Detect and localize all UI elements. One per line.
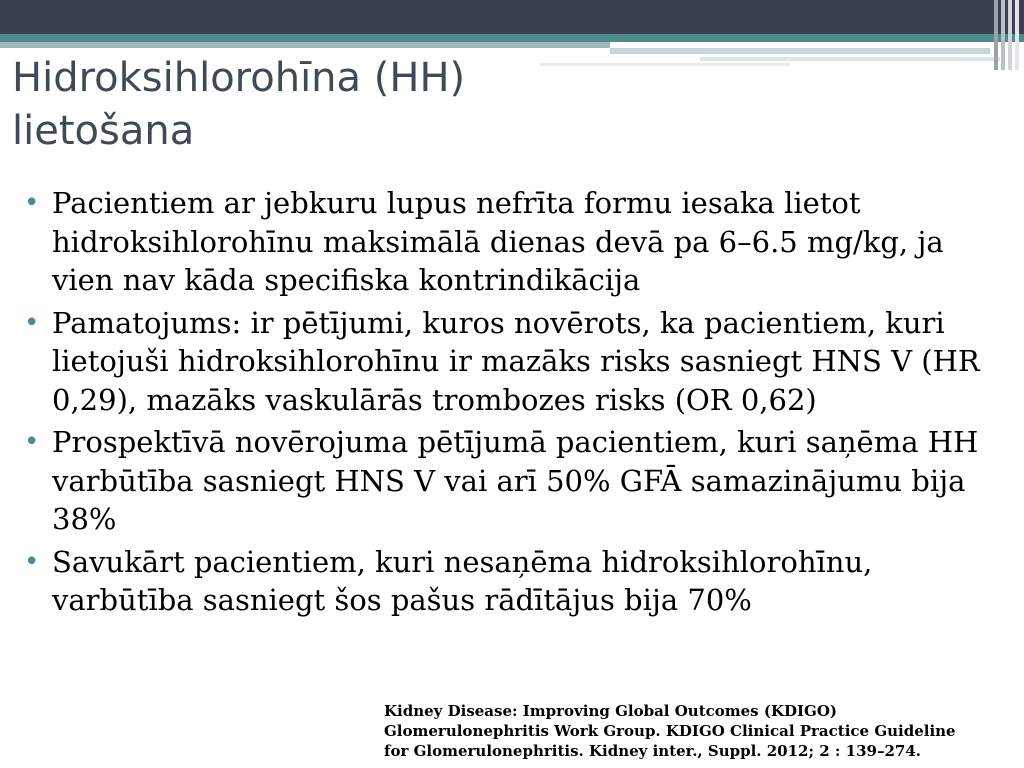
header-dark-band [0,0,1024,34]
bullet-dot-icon: • [24,307,40,338]
bullet-item [22,184,982,300]
header-accent-line [0,42,610,48]
bullet-text: Pacientiem ar jebkuru lupus nefrīta formu iesaka lietot hidroksihlorohīnu maksimālā dienas devā pa 6–6.5 mg/kg, ja vien nav kāda specifiska kontrindikācija [52,186,944,297]
bullet-text: Pamatojums: ir pētījumi, kuros novērots, ka pacientiem, kuri lietojuši hidroksihlorohīnu ir mazāks risks sasniegt HNS V (HR 0,29), mazāks vaskulārās trombozes risks (OR 0,62) [52,305,980,417]
slide-title [12,52,712,158]
reference-line: for Glomerulonephritis. Kidney inter., Suppl. 2012; 2 : 139–274. [384,742,921,760]
bullet-dot-icon: • [24,546,40,577]
bullet-text: Savukārt pacientiem, kuri nesaņēma hidroksihlorohīnu, varbūtība sasniegt šos pašus rādītājus bija 70% [52,544,873,617]
corner-stripes-decoration [994,0,1024,70]
stripe [1001,0,1005,70]
stripe [994,0,998,70]
bullet-item [22,543,982,620]
slide-title-line: Hidroksihlorohīna (HH) [12,55,466,101]
stripe [1008,0,1012,70]
bullet-item [22,304,982,420]
stripe [1015,0,1019,70]
reference-citation [384,701,1014,761]
bullet-dot-icon: • [24,427,40,457]
bullet-text: Prospektīvā novērojuma pētījumā pacientiem, kuri saņēma HH varbūtība sasniegt HNS V vai arī 50% GFĀ samazinājumu bija 38% [52,425,979,536]
reference-line: Kidney Disease: Improving Global Outcomes (KDIGO) [384,702,837,720]
bullet-item [22,423,982,539]
header-accent-line [700,57,1000,61]
reference-line: Glomerulonephritis Work Group. KDIGO Clinical Practice Guideline [384,722,956,740]
bullet-list [22,184,982,624]
bullet-dot-icon: • [24,188,40,218]
slide-title-line: lietošana [12,108,195,154]
header-teal-band [0,34,1024,42]
